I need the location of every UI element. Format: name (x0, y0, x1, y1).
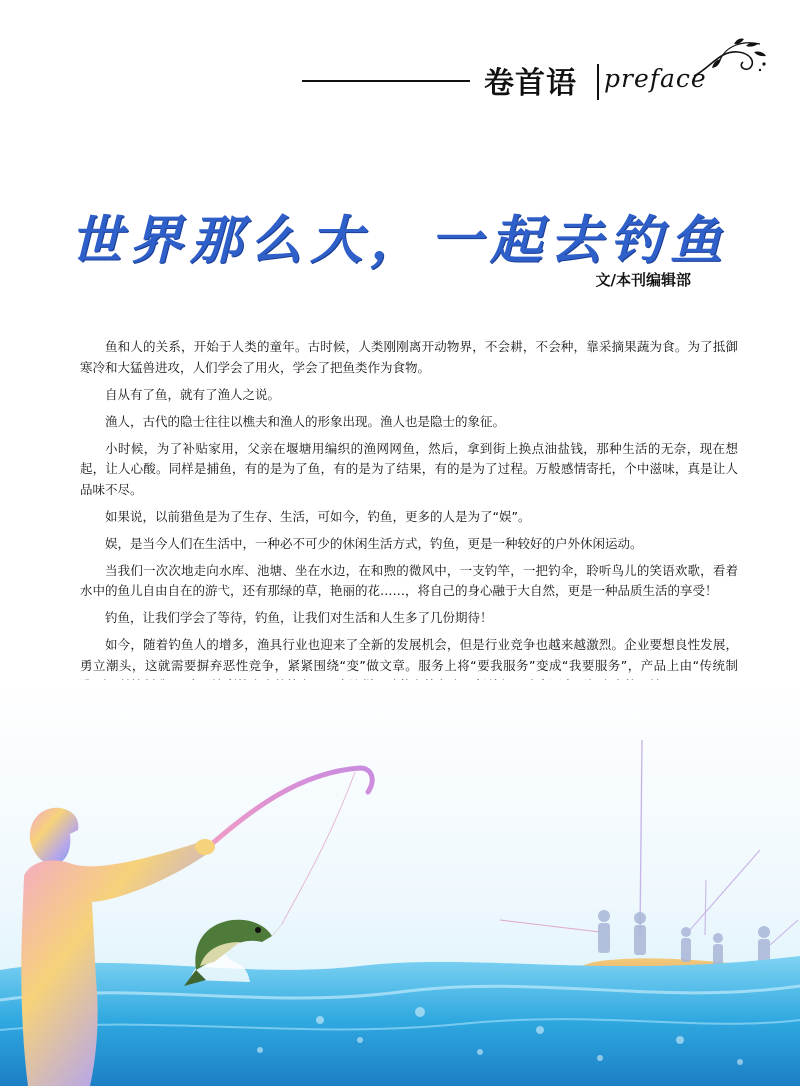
paragraph: 鱼和人的关系，开始于人类的童年。古时候，人类刚刚离开动物界，不会耕，不会种，靠采摘果蔬为食。为了抵御寒冷和大猛兽进攻，人们学会了用火，学会了把鱼类作为食物。 (80, 339, 738, 375)
header-divider (597, 64, 599, 100)
article-byline: 文/本刊编辑部 (595, 271, 691, 289)
article-title: 世界那么大，一起去钓鱼 (69, 210, 730, 271)
paragraph: 小时候，为了补贴家用，父亲在堰塘用编织的渔网网鱼，然后，拿到街上换点油盐钱，那种生活的无奈，现在想起，让人心酸。同样是捕鱼，有的是为了鱼，有的是为了结果，有的是为了过程。万般感情寄托，个中滋味，真是让人品味不尽。 (80, 440, 738, 497)
paragraph: 如今，随着钓鱼人的增多，渔具行业也迎来了全新的发展机会，但是行业竞争也越来越激烈。企业要想良性发展，勇立潮头，这就需要摒弃恶性竞争，紧紧围绕“变”做文章。服务上将“要我服务”变成“我要服务”，产品上由“传统制 (80, 637, 738, 673)
header-rule (302, 80, 470, 82)
floral-ornament-icon (690, 38, 770, 86)
fishing-scene-illustration (0, 680, 800, 1086)
paragraph: 当我们一次次地走向水库、池塘、坐在水边，在和煦的微风中，一支钓竿，一把钓伞，聆听鸟儿的笑语欢歌，看着水中的鱼儿自由自在的游弋，还有那绿的草，艳丽的花……，将自己的身心融于大自然，更是一种品质生活的享受！ (80, 562, 738, 598)
section-title-en: preface (604, 64, 707, 93)
paragraph: 钓鱼，让我们学会了等待，钓鱼，让我们对生活和人生多了几份期待！ (105, 610, 493, 625)
section-title-cn: 卷首语 (484, 66, 577, 101)
article-body (80, 337, 738, 730)
paragraph: 如果说，以前猎鱼是为了生存、生活，可如今，钓鱼，更多的人是为了“娱”。 (105, 508, 531, 524)
paragraph: 渔人，古代的隐士往往以樵夫和渔人的形象出现。渔人也是隐士的象征。 (105, 413, 506, 429)
paragraph: 自从有了鱼，就有了渔人之说。 (105, 386, 281, 402)
paragraph: 娱，是当今人们在生活中，一种必不可少的休闲生活方式，钓鱼，更是一种较好的户外休闲运动。 (105, 535, 643, 551)
